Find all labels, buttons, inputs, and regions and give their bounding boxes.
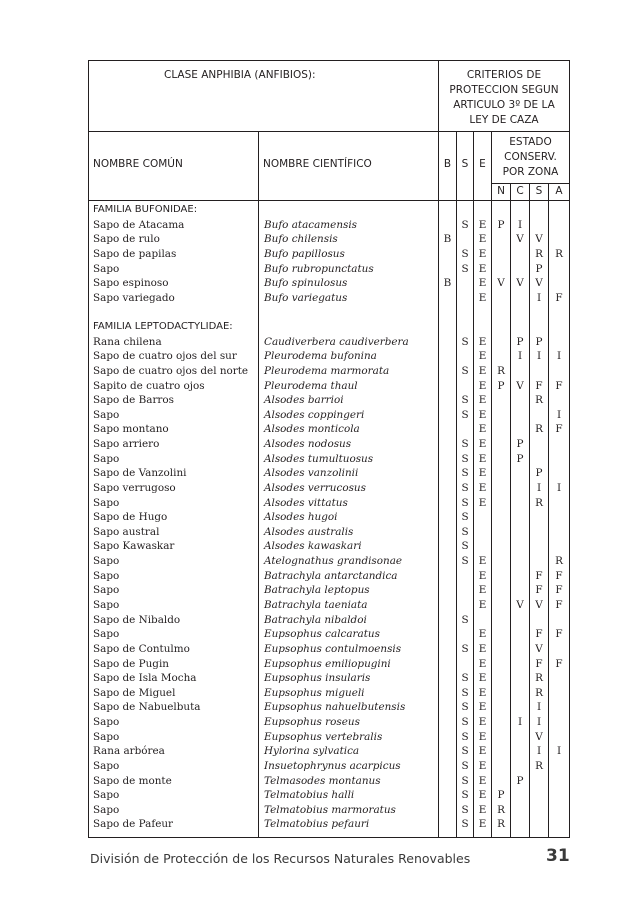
table-row <box>89 481 569 496</box>
code-s: S <box>461 467 469 480</box>
scientific-name: Telmasodes montanus <box>264 774 381 787</box>
code-z: R <box>535 423 543 436</box>
code-a: I <box>556 745 562 758</box>
common-name: Sapo arriero <box>93 438 160 451</box>
table-row <box>89 686 569 701</box>
common-name: Sapo <box>93 262 120 275</box>
scientific-name: Alsodes kawaskari <box>264 540 362 553</box>
code-s: S <box>461 364 469 377</box>
code-a: F <box>555 599 563 611</box>
col-scientific-name: NOMBRE CIENTÍFICO <box>263 158 372 170</box>
code-s: S <box>461 672 469 685</box>
code-c: I <box>517 218 523 231</box>
code-s: S <box>461 789 469 802</box>
code-a: I <box>556 481 562 494</box>
table-row <box>89 583 569 598</box>
scientific-name: Atelognathus grandisonae <box>264 555 403 568</box>
scientific-name: Telmatobius marmoratus <box>264 803 396 816</box>
code-a: F <box>555 628 563 641</box>
code-a: R <box>555 247 563 260</box>
code-e: E <box>478 789 487 802</box>
code-c: P <box>516 452 524 465</box>
code-n: R <box>497 803 505 816</box>
table-row <box>89 539 569 554</box>
code-z: R <box>535 496 543 509</box>
scientific-name: Alsodes vanzolinii <box>264 467 359 480</box>
code-a: F <box>555 291 563 304</box>
code-e: E <box>478 218 487 231</box>
code-e: E <box>478 555 487 568</box>
code-s: S <box>461 730 469 743</box>
code-a: F <box>555 657 563 670</box>
code-e: E <box>478 335 487 348</box>
scientific-name: Eupsophus nahuelbutensis <box>264 701 406 714</box>
criteria-line-2: PROTECCION SEGUN <box>449 84 559 96</box>
common-name: Sapo verrugoso <box>93 481 176 494</box>
code-z: V <box>535 730 543 743</box>
code-e: E <box>478 642 487 655</box>
code-z: I <box>536 350 542 363</box>
table-row <box>89 510 569 525</box>
table-row <box>89 642 569 657</box>
code-c: P <box>516 335 524 348</box>
scientific-name: Bufo atacamensis <box>264 218 357 231</box>
family-name: FAMILIA LEPTODACTYLIDAE: <box>93 321 233 333</box>
code-z: R <box>535 247 543 260</box>
code-z: V <box>535 642 543 655</box>
table-row <box>89 613 569 628</box>
col-common-name: NOMBRE COMÚN <box>93 158 183 170</box>
common-name: Sapo <box>93 569 120 582</box>
code-e: E <box>478 291 487 304</box>
scientific-name: Bufo papillosus <box>264 247 345 260</box>
common-name: Sapo de Vanzolini <box>93 467 187 480</box>
criteria-heading <box>439 68 569 128</box>
common-name: Sapo de Nibaldo <box>93 613 181 626</box>
common-name: Sapo <box>93 759 120 772</box>
scientific-name: Batrachyla taeniata <box>264 599 368 611</box>
common-name: Sapo <box>93 716 120 729</box>
code-s: S <box>461 716 469 729</box>
common-name: Sapo de Contulmo <box>93 642 190 655</box>
code-e: E <box>478 584 487 597</box>
common-name: Sapito de cuatro ojos <box>93 379 205 392</box>
code-e: E <box>478 628 487 641</box>
common-name: Sapo <box>93 803 120 816</box>
table-row <box>89 671 569 686</box>
table-row <box>89 496 569 511</box>
code-e: E <box>478 233 487 246</box>
scientific-name: Pleurodema marmorata <box>264 364 390 377</box>
code-c: P <box>516 774 524 787</box>
code-c: P <box>516 438 524 451</box>
code-n: P <box>497 218 505 231</box>
scientific-name: Hylorina sylvatica <box>264 745 360 758</box>
scientific-name: Pleurodema thaul <box>264 379 358 392</box>
table-row <box>89 218 569 233</box>
table-row <box>89 525 569 540</box>
code-e: E <box>478 467 487 480</box>
page-number: 31 <box>546 846 570 866</box>
code-e: E <box>478 438 487 451</box>
table-row <box>89 335 569 350</box>
common-name: Sapo <box>93 496 120 509</box>
table-row <box>89 627 569 642</box>
common-name: Rana arbórea <box>93 745 165 758</box>
code-z: I <box>536 745 542 758</box>
code-e: E <box>478 262 487 275</box>
scientific-name: Alsodes coppingeri <box>264 408 365 421</box>
table-row <box>89 247 569 262</box>
code-z: I <box>536 481 542 494</box>
code-s: S <box>461 262 469 275</box>
code-e: E <box>478 496 487 509</box>
common-name: Sapo de cuatro ojos del sur <box>93 350 237 363</box>
code-s: S <box>461 335 469 348</box>
table-row <box>89 422 569 437</box>
family-name: FAMILIA BUFONIDAE: <box>93 204 198 215</box>
common-name: Sapo de monte <box>93 774 172 787</box>
scientific-name: Eupsophus emiliopugini <box>264 657 391 670</box>
code-s: S <box>461 818 469 831</box>
common-name: Sapo de Hugo <box>93 511 168 524</box>
common-name: Sapo de Nabuelbuta <box>93 701 201 714</box>
code-z: P <box>535 262 543 275</box>
code-s: S <box>461 438 469 451</box>
code-e: E <box>478 379 487 392</box>
code-e: E <box>478 774 487 787</box>
common-name: Rana chilena <box>93 335 162 348</box>
common-name: Sapo austral <box>93 525 160 538</box>
code-e: E <box>478 364 487 377</box>
table-row <box>89 554 569 569</box>
table-row <box>89 715 569 730</box>
code-s: S <box>461 613 469 626</box>
table-row <box>89 598 569 613</box>
scientific-name: Eupsophus calcaratus <box>264 628 380 641</box>
footer-text: División de Protección de los Recursos Naturales Renovables <box>90 851 471 866</box>
code-c: V <box>516 277 524 290</box>
scientific-name: Alsodes tumultuosus <box>264 452 374 465</box>
header-rule-top <box>89 131 569 132</box>
family-heading <box>89 203 569 218</box>
code-z: F <box>535 379 543 392</box>
code-s: S <box>461 686 469 699</box>
code-a: F <box>555 379 563 392</box>
common-name: Sapo de rulo <box>93 233 160 246</box>
common-name: Sapo <box>93 789 120 802</box>
table-row <box>89 569 569 584</box>
code-c: I <box>517 716 523 729</box>
scientific-name: Alsodes monticola <box>264 423 360 436</box>
code-c: V <box>516 233 524 246</box>
common-name: Sapo de Isla Mocha <box>93 672 197 685</box>
scientific-name: Eupsophus migueli <box>264 686 365 699</box>
code-z: R <box>535 686 543 699</box>
code-a: R <box>555 555 563 568</box>
table-row <box>89 262 569 277</box>
common-name: Sapo <box>93 628 120 641</box>
code-e: E <box>478 481 487 494</box>
code-s: S <box>461 525 469 538</box>
code-s: S <box>461 247 469 260</box>
criteria-line-3: ARTICULO 3º DE LA <box>453 99 555 111</box>
common-name: Sapo <box>93 584 120 597</box>
zone-c: C <box>516 185 524 197</box>
code-s: S <box>461 218 469 231</box>
common-name: Sapo variegado <box>93 291 175 304</box>
table-row <box>89 393 569 408</box>
col-e: E <box>479 158 486 170</box>
code-z: F <box>535 584 543 597</box>
table-row <box>89 276 569 291</box>
scientific-name: Eupsophus vertebralis <box>264 730 383 743</box>
code-e: E <box>478 247 487 260</box>
common-name: Sapo <box>93 452 120 465</box>
table-row <box>89 452 569 467</box>
table-row <box>89 291 569 306</box>
common-name: Sapo montano <box>93 423 169 436</box>
code-s: S <box>461 511 469 524</box>
code-s: S <box>461 540 469 553</box>
table-row <box>89 657 569 672</box>
code-z: F <box>535 628 543 641</box>
scientific-name: Alsodes vittatus <box>264 496 348 509</box>
table-row <box>89 817 569 832</box>
code-c: I <box>517 350 523 363</box>
code-e: E <box>478 716 487 729</box>
code-e: E <box>478 759 487 772</box>
code-e: E <box>478 423 487 436</box>
estado-line-2: CONSERV. <box>504 151 557 163</box>
zone-s: S <box>535 185 543 197</box>
code-a: F <box>555 423 563 436</box>
common-name: Sapo <box>93 599 120 611</box>
code-a: F <box>555 584 563 597</box>
family-heading <box>89 320 569 335</box>
scientific-name: Bufo rubropunctatus <box>264 262 374 275</box>
common-name: Sapo de cuatro ojos del norte <box>93 364 249 377</box>
common-name: Sapo de Pafeur <box>93 818 173 831</box>
code-s: S <box>461 496 469 509</box>
common-name: Sapo <box>93 408 120 421</box>
code-e: E <box>478 672 487 685</box>
common-name: Sapo de Barros <box>93 394 174 407</box>
species-table <box>88 60 570 838</box>
code-b: B <box>443 233 452 246</box>
code-e: E <box>478 452 487 465</box>
common-name: Sapo <box>93 555 120 568</box>
code-e: E <box>478 803 487 816</box>
scientific-name: Batrachyla nibaldoi <box>264 613 367 626</box>
code-n: P <box>497 379 505 392</box>
scientific-name: Alsodes verrucosus <box>264 481 366 494</box>
table-row <box>89 364 569 379</box>
scientific-name: Batrachyla antarctandica <box>264 569 398 582</box>
scientific-name: Eupsophus roseus <box>264 716 360 729</box>
code-e: E <box>478 394 487 407</box>
code-n: R <box>497 364 505 377</box>
code-z: I <box>536 291 542 304</box>
scientific-name: Alsodes barrioi <box>264 394 344 407</box>
col-b: B <box>443 158 452 170</box>
code-e: E <box>478 657 487 670</box>
code-s: S <box>461 642 469 655</box>
code-z: P <box>535 467 543 480</box>
code-e: E <box>478 599 487 611</box>
code-z: P <box>535 335 543 348</box>
code-s: S <box>461 452 469 465</box>
criteria-line-1: CRITERIOS DE <box>466 69 542 81</box>
code-s: S <box>461 408 469 421</box>
table-row <box>89 730 569 745</box>
code-e: E <box>478 730 487 743</box>
code-s: S <box>461 555 469 568</box>
code-n: P <box>497 789 505 802</box>
table-row <box>89 788 569 803</box>
scientific-name: Alsodes hugoi <box>264 511 338 524</box>
scientific-name: Pleurodema bufonina <box>264 350 377 363</box>
scientific-name: Bufo variegatus <box>264 291 348 304</box>
scientific-name: Telmatobius halli <box>264 789 355 802</box>
common-name: Sapo Kawaskar <box>93 540 175 553</box>
table-row <box>89 759 569 774</box>
code-z: R <box>535 672 543 685</box>
scientific-name: Eupsophus contulmoensis <box>264 642 402 655</box>
estado-heading <box>492 135 569 180</box>
table-row <box>89 774 569 789</box>
scientific-name: Bufo spinulosus <box>264 277 348 290</box>
table-row <box>89 700 569 715</box>
common-name: Sapo <box>93 730 120 743</box>
common-name: Sapo de Pugin <box>93 657 169 670</box>
table-row <box>89 408 569 423</box>
code-z: R <box>535 394 543 407</box>
scientific-name: Alsodes australis <box>264 525 354 538</box>
table-row <box>89 803 569 818</box>
table-row <box>89 437 569 452</box>
code-c: V <box>516 379 524 392</box>
col-s: S <box>461 158 469 170</box>
scientific-name: Telmatobius pefauri <box>264 818 370 831</box>
code-z: I <box>536 716 542 729</box>
estado-line-1: ESTADO <box>509 136 552 148</box>
table-row <box>89 232 569 247</box>
code-a: I <box>556 350 562 363</box>
zone-a: A <box>555 185 563 197</box>
common-name: Sapo de papilas <box>93 247 177 260</box>
code-b: B <box>443 277 452 290</box>
code-z: F <box>535 569 543 582</box>
code-e: E <box>478 350 487 363</box>
scientific-name: Batrachyla leptopus <box>264 584 370 597</box>
code-s: S <box>461 803 469 816</box>
code-s: S <box>461 759 469 772</box>
code-e: E <box>478 686 487 699</box>
code-a: I <box>556 408 562 421</box>
code-a: F <box>555 569 563 582</box>
code-e: E <box>478 745 487 758</box>
code-e: E <box>478 277 487 290</box>
code-s: S <box>461 481 469 494</box>
table-row <box>89 744 569 759</box>
code-e: E <box>478 701 487 714</box>
code-z: V <box>535 277 543 290</box>
scientific-name: Eupsophus insularis <box>264 672 371 685</box>
code-z: R <box>535 759 543 772</box>
table-row <box>89 466 569 481</box>
code-s: S <box>461 774 469 787</box>
code-z: V <box>535 233 543 246</box>
common-name: Sapo de Miguel <box>93 686 176 699</box>
code-z: V <box>535 599 543 611</box>
code-c: V <box>516 599 524 611</box>
code-z: F <box>535 657 543 670</box>
header-rule-bottom <box>89 200 569 201</box>
spacer-row <box>89 305 569 320</box>
criteria-line-4: LEY DE CAZA <box>469 114 539 126</box>
table-row <box>89 349 569 364</box>
code-s: S <box>461 701 469 714</box>
estado-line-3: POR ZONA <box>502 166 559 178</box>
code-s: S <box>461 745 469 758</box>
code-z: I <box>536 701 542 714</box>
code-e: E <box>478 818 487 831</box>
scientific-name: Alsodes nodosus <box>264 438 352 451</box>
code-s: S <box>461 394 469 407</box>
table-row <box>89 379 569 394</box>
code-e: E <box>478 408 487 421</box>
code-e: E <box>478 569 487 582</box>
scientific-name: Caudiverbera caudiverbera <box>264 335 409 348</box>
common-name: Sapo espinoso <box>93 277 169 290</box>
common-name: Sapo de Atacama <box>93 218 185 231</box>
scientific-name: Bufo chilensis <box>264 233 338 246</box>
scientific-name: Insuetophrynus acarpicus <box>264 759 401 772</box>
zone-n: N <box>497 185 505 197</box>
code-n: V <box>497 277 505 290</box>
code-n: R <box>497 818 505 831</box>
class-title: CLASE ANPHIBIA (ANFIBIOS): <box>164 69 316 81</box>
